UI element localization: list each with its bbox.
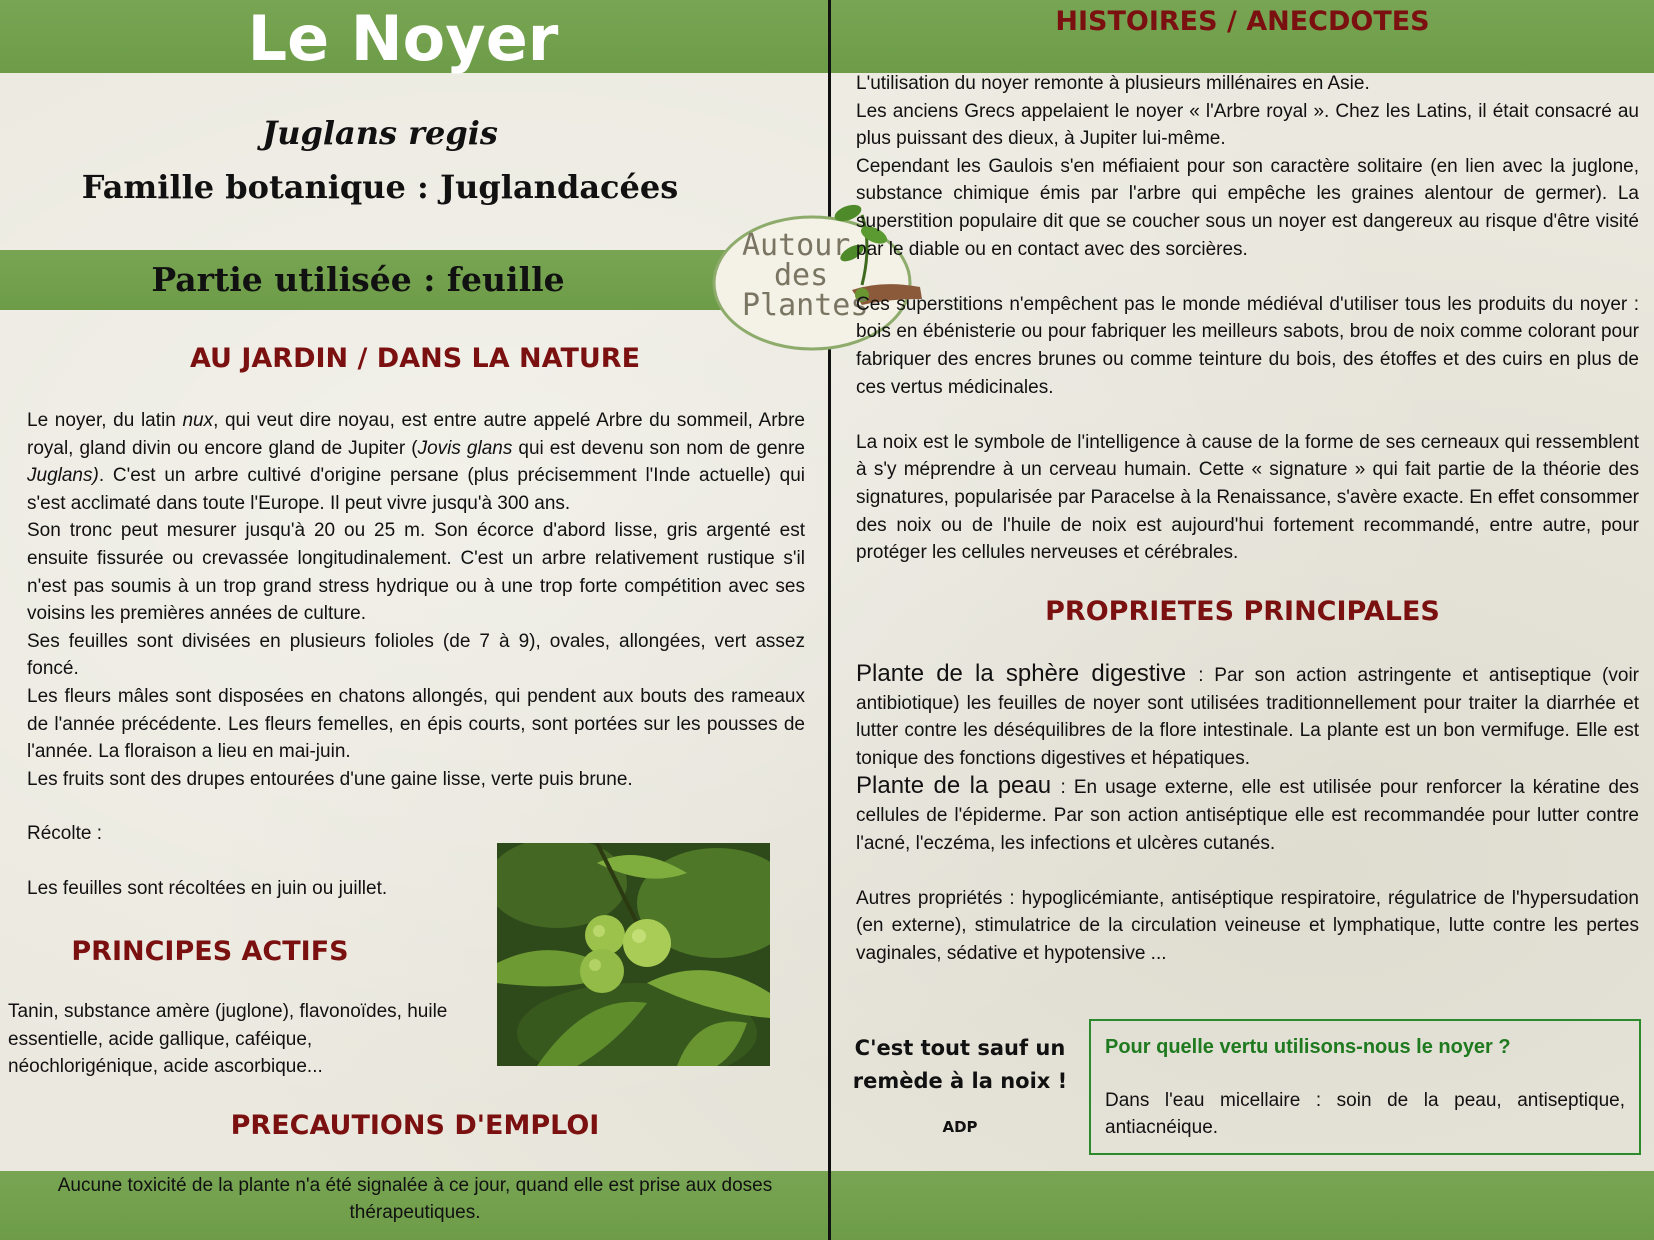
walnut-photo — [497, 843, 770, 1066]
property-digestive-lead: Plante de la sphère digestive — [856, 660, 1199, 687]
page-title: Le Noyer — [247, 2, 559, 75]
property-digestive: Plante de la sphère digestive : Par son action astringente et antiseptique (voir antibiotique) les feuilles de noyer sont utilisées traditionnellement pour traiter la diarrhée et lutter contre les déséquilibres de la flore intestinale. La plante est un bon vermifuge. Elle est tonique des fonctions digestives et hépatiques. — [856, 660, 1639, 769]
latin-juglans: Juglans) — [27, 465, 99, 487]
slogan — [852, 1032, 1068, 1098]
precautions-heading: PRECAUTIONS D'EMPLOI — [230, 1110, 600, 1141]
latin-name: Juglans regis — [262, 114, 498, 152]
histoires-paragraph-1: L'utilisation du noyer remonte à plusieurs millénaires en Asie. — [856, 73, 1370, 94]
slogan-line-2: remède à la noix ! — [852, 1069, 1068, 1093]
principes-heading: PRINCIPES ACTIFS — [71, 936, 349, 967]
garden-paragraph-1: Le noyer, du latin nux, qui veut dire noyau, est entre autre appelé Arbre du sommeil, Arbre royal, gland divin ou encore gland de Jupiter (Jovis glans qui est devenu son nom de genre Juglans). C'est un arbre cultivé d'origine persane (plus précisemment l'Inde actuelle) qui s'est acclimaté dans toute l'Europe. Il peut vivre jusqu'à 300 ans. — [27, 410, 805, 514]
harvest-label: Récolte : — [27, 823, 102, 844]
histoires-paragraph-2: Les anciens Grecs appelaient le noyer « l'Arbre royal ». Chez les Latins, il était consacré au plus puissant des dieux, à Jupiter lui-même. — [856, 100, 1639, 150]
botanical-family: Famille botanique : Juglandacées — [81, 168, 679, 206]
vertu-answer: Dans l'eau micellaire : soin de la peau, antiseptique, antiacnéique. — [1105, 1090, 1625, 1138]
vertu-question: Pour quelle vertu utilisons-nous le noyer ? — [1105, 1036, 1511, 1058]
harvest-section — [27, 820, 447, 903]
part-used: Partie utilisée : feuille — [151, 260, 565, 299]
walnut-illustration — [497, 843, 770, 1066]
precautions-text: Aucune toxicité de la plante n'a été signalée à ce jour, quand elle est prise aux doses thérapeutiques. — [57, 1175, 773, 1223]
logo-text-des: des — [774, 258, 829, 293]
latin-word-nux: nux — [182, 410, 214, 431]
histoires-text — [856, 70, 1639, 567]
slogan-author: ADP — [942, 1118, 978, 1136]
garden-paragraph-4: Les fleurs mâles sont disposées en chatons allongés, qui pendent aux bouts des rameaux de l'année précédente. Les fleurs femelles, en épis courts, sont portées sur les pousses de l'année. La floraison a lieu en mai-juin. — [27, 685, 805, 763]
latin-jovis-glans: Jovis glans — [417, 437, 513, 459]
histoires-paragraph-4: Ces superstitions n'empêchent pas le monde médiéval d'utiliser tous les produits du noyer : bois en ébénisterie ou pour fabriquer les meilleurs sabots, brou de noix comme colorant pour fabriquer des encres brunes ou comme teinture du bois, des étoffes et des cuirs en plus de ces vertus médicinales. — [856, 293, 1639, 398]
histoires-paragraph-3: Cependant les Gaulois s'en méfiaient pour son caractère solitaire (en lien avec la juglone, substance chimique émis par l'arbre qui empêche les graines alentour de germer). La superstition populaire dit que se coucher sous un noyer est dangereux au risque d'être visité par le diable ou en contact avec des sorcières. — [856, 155, 1639, 260]
garden-paragraph-5: Les fruits sont des drupes entourées d'une gaine lisse, verte puis brune. — [27, 768, 633, 790]
property-peau-lead: Plante de la peau — [856, 772, 1061, 800]
proprietes-text — [856, 660, 1639, 968]
garden-paragraph-2: Son tronc peut mesurer jusqu'à 20 ou 25 m. Son écorce d'abord lisse, gris argenté est ensuite fissurée ou crevassée longitudinalement. C'est un arbre relativement rustique s'il n'est pas soumis à un trop grand stress hydrique ou à une trop forte compétition avec ses voisins les premières années de culture. — [27, 520, 805, 625]
histoires-heading: HISTOIRES / ANECDOTES — [1055, 6, 1430, 37]
property-autres: Autres propriétés : hypoglicémiante, antiséptique respiratoire, régulatrice de l'hypersudation (en externe), stimulatrice de la circulation veineuse et lymphatique, lutte contre les pertes vaginales, sédative et hypotensive ... — [856, 887, 1639, 964]
garden-paragraph-3: Ses feuilles sont divisées en plusieurs folioles (de 7 à 9), ovales, allongées, vert assez foncé. — [27, 630, 805, 680]
vertu-box — [1089, 1019, 1641, 1155]
logo-text-plantes: Plantes — [742, 288, 869, 323]
logo-text-autour: Autour — [742, 228, 851, 263]
principes-text: Tanin, substance amère (juglone), flavonoïdes, huile essentielle, acide gallique, caféique, néochlorigénique, acide ascorbique... — [8, 1001, 448, 1078]
proprietes-heading: PROPRIETES PRINCIPALES — [1045, 596, 1440, 627]
slogan-line-1: C'est tout sauf un — [854, 1036, 1066, 1060]
garden-description — [27, 407, 805, 793]
property-peau: Plante de la peau : En usage externe, elle est utilisée pour renforcer la kératine des cellules de l'épiderme. Par son action antiséptique elle est recommandée pour lutter contre l'acné, l'eczéma, les infections et ulcères cutanés. — [856, 772, 1639, 854]
garden-heading: AU JARDIN / DANS LA NATURE — [189, 343, 641, 374]
histoires-paragraph-5: La noix est le symbole de l'intelligence à cause de la forme de ses cerneaux qui ressemblent à s'y méprendre à un cerveau humain. Cette « signature » qui fait partie de la théorie des signatures, popularisée par Paracelse à la Renaissance, s'avère exacte. En effet consommer des noix ou de l'huile de noix est aujourd'hui fortement recommandé, entre autre, pour protéger les cellules nerveuses et cérébrales. — [856, 431, 1639, 564]
harvest-text: Les feuilles sont récoltées en juin ou juillet. — [27, 878, 388, 900]
